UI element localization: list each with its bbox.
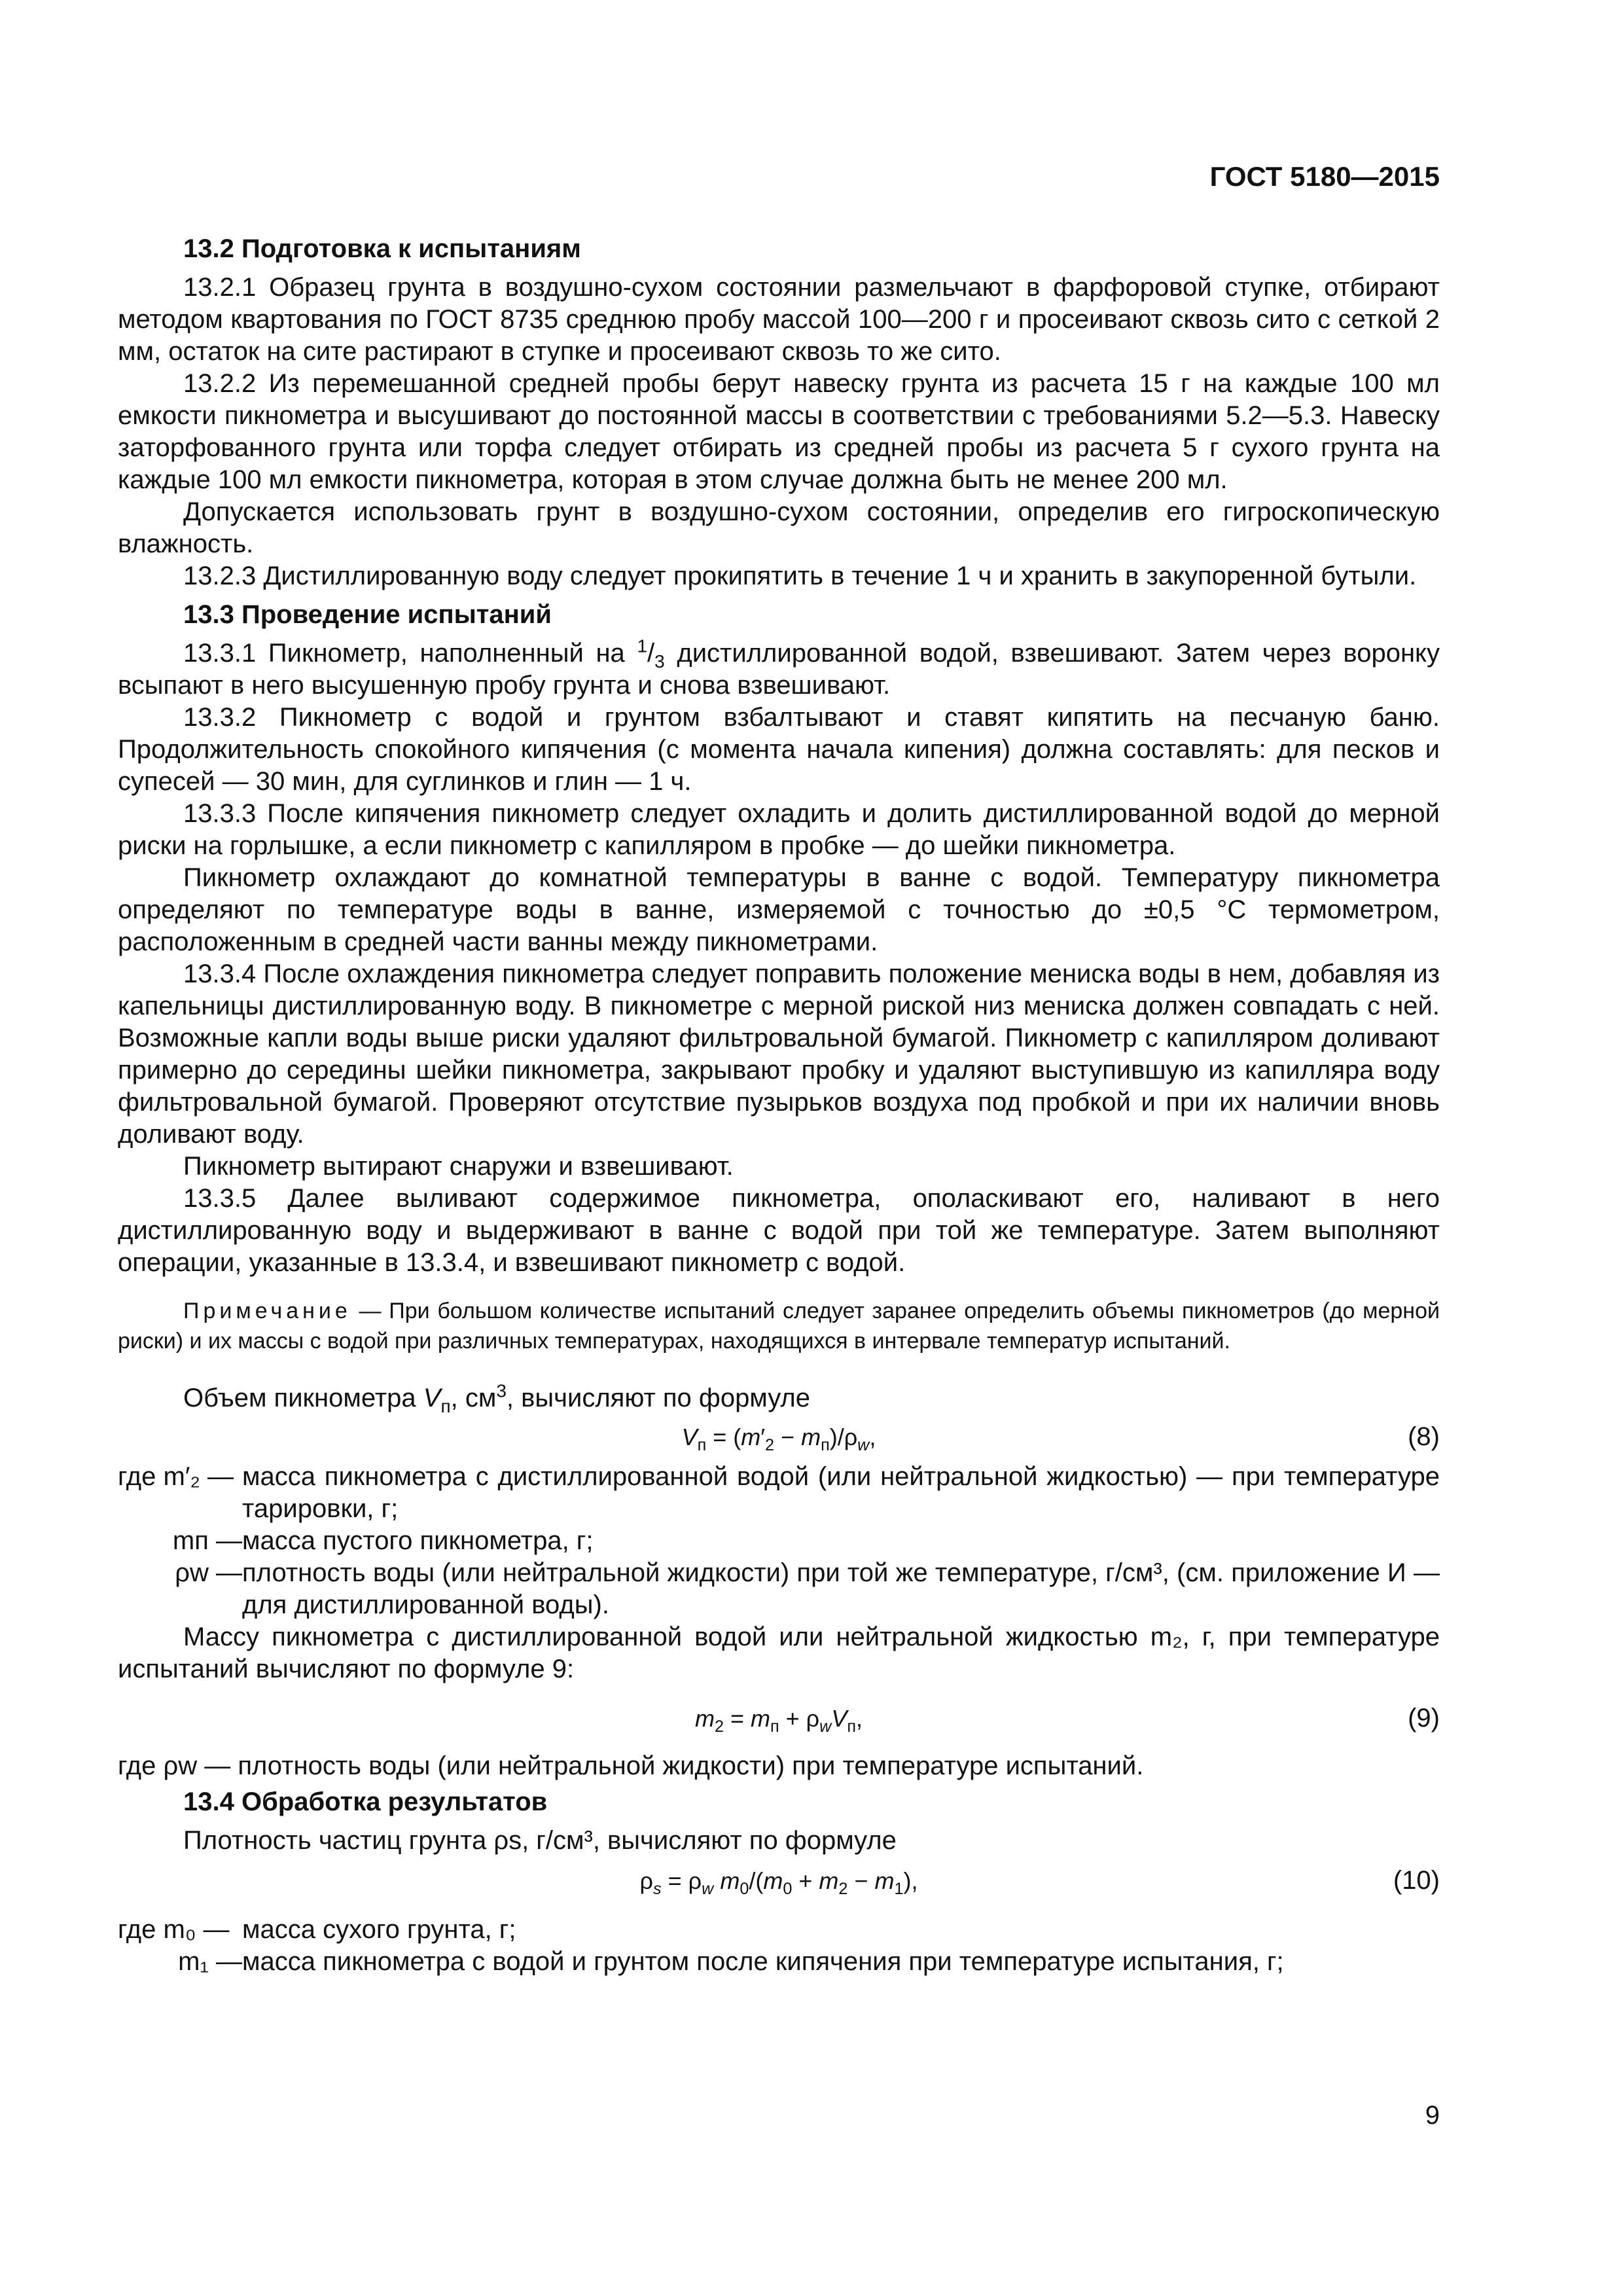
paragraph-13-2-3: 13.2.3 Дистиллированную воду следует прокипятить в течение 1 ч и хранить в закупоренной бутыли. xyxy=(183,562,1417,590)
section-13-2-heading: 13.2 Подготовка к испытаниям xyxy=(183,234,581,263)
paragraph-13-2-1: 13.2.1 Образец грунта в воздушно-сухом состоянии размельчают в фарфоровой ступке, отбирают методом квартования по ГОСТ 8735 среднюю пробу массой 100—200 г и просеивают сквозь сито с сеткой 2 мм, остаток на сите растирают в ступке и просеивают сквозь то же сито. xyxy=(118,273,1440,366)
document-page xyxy=(118,0,1440,2296)
formula-10 xyxy=(118,1865,1440,1897)
formula-10-expression: $\rho_s = \rho_w$ $m_0/(m_0 + m_2 - m_1)$, xyxy=(639,1867,918,1899)
formula-10-number: (10) xyxy=(1393,1866,1440,1895)
formula-9-expression: $m_2 = m_п + \rho_wV_п$, xyxy=(694,1705,863,1736)
paragraph-13-3-4: 13.3.4 После охлаждения пикнометра следует поправить положение мениска воды в нем, добавляя из капельницы дистиллированную воду. В пикнометре с мерной риской низ мениска должен совпадать с ней. Возможные капли воды выше риски удаляют фильтровальной бумагой. Пикнометр с капилляром доливают примерно до середины шейки пикнометра, закрывают пробку и удаляют выступившую из капилляра воду фильтровальной бумагой. Проверяют отсутствие пузырьков воздуха под пробкой и при их наличии вновь доливают воду. xyxy=(118,960,1440,1149)
density-intro: Плотность частиц грунта ρs, г/см³, вычисляют по формуле xyxy=(183,1826,897,1855)
page-number: 9 xyxy=(1425,2101,1440,2130)
note-label: Примечание xyxy=(183,1299,351,1323)
formula-8-number: (8) xyxy=(1408,1422,1440,1451)
definition-rho-w: ρw — плотность воды (или нейтральной жидкости) при той же температуре, г/см³, (см. приложение И — для дистиллированной воды). xyxy=(175,1558,1440,1619)
section-13-4-heading: 13.4 Обработка результатов xyxy=(183,1787,548,1816)
section-13-3-heading: 13.3 Проведение испытаний xyxy=(183,600,552,629)
paragraph-13-2-2: 13.2.2 Из перемешанной средней пробы берут навеску грунта из расчета 15 г на каждые 100 мл емкости пикнометра и высушивают до постоянной массы в соответствии с требованиями 5.2—5.3. Навеску заторфованного грунта или торфа следует отбирать из средней пробы из расчета 5 г сухого грунта на каждые 100 мл емкости пикнометра, которая в этом случае должна быть не менее 200 мл. xyxy=(118,369,1440,494)
document-code: ГОСТ 5180—2015 xyxy=(1209,161,1440,192)
paragraph-13-3-5: 13.3.5 Далее выливают содержимое пикнометра, ополаскивают его, наливают в него дистиллированную воду и выдерживают в ванне с водой при той же температуре. Затем выполняют операции, указанные в 13.3.4, и взвешивают пикнометр с водой. xyxy=(118,1184,1440,1277)
mass-intro: Массу пикнометра с дистиллированной водой или нейтральной жидкостью m₂, г, при температуре испытаний вычисляют по формуле 9: xyxy=(118,1623,1440,1683)
paragraph-13-3-2: 13.3.2 Пикнометр с водой и грунтом взбалтывают и ставят кипятить на песчаную баню. Продолжительность спокойного кипячения (с момента начала кипения) должна составлять: для песков и супесей — 30 мин, для суглинков и глин — 1 ч. xyxy=(118,703,1440,796)
paragraph-13-3-3: 13.3.3 После кипячения пикнометр следует охладить и долить дистиллированной водой до мерной риски на горлышке, а если пикнометр с капилляром в пробке — до шейки пикнометра. xyxy=(118,799,1440,860)
definition-rho-w-test: где ρw — плотность воды (или нейтральной жидкости) при температуре испытаний. xyxy=(118,1751,1144,1780)
note xyxy=(118,1296,1440,1356)
paragraph-wipe: Пикнометр вытирают снаружи и взвешивают. xyxy=(183,1152,734,1181)
definition-mp: mп — масса пустого пикнометра, г; xyxy=(172,1526,594,1555)
definition-m2-prime: где m′₂ — масса пикнометра с дистиллированной водой (или нейтральной жидкостью) — при температуре тарировки, г; xyxy=(118,1462,1440,1523)
definition-m0: где m₀ — масса сухого грунта, г; xyxy=(118,1915,516,1944)
definition-m1: m₁ — масса пикнометра с водой и грунтом после кипячения при температуре испытания, г; xyxy=(178,1947,1284,1976)
paragraph-hygroscopic: Допускается использовать грунт в воздушно-сухом состоянии, определив его гигроскопическую влажность. xyxy=(118,497,1440,558)
paragraph-cooling: Пикнометр охлаждают до комнатной температуры в ванне с водой. Температуру пикнометра определяют по температуре воды в ванне, измеряемой с точностью до ±0,5 °С термометром, расположенным в средней части ванны между пикнометрами. xyxy=(118,863,1440,956)
note-text: — При большом количестве испытаний следует заранее определить объемы пикнометров (до мерной риски) и их массы с водой при различных температурах, находящихся в интервале температур испытаний. xyxy=(118,1299,1440,1354)
formula-8 xyxy=(118,1421,1440,1453)
document-body xyxy=(118,230,1440,1978)
formula-8-expression: $V_п = (m'_2 - m_п)/\rho_w$, xyxy=(681,1424,876,1455)
volume-intro: Объем пикнометра $V_п$, $см^3$, вычисляют по формуле xyxy=(183,1380,810,1416)
paragraph-13-3-1: 13.3.1 Пикнометр, наполненный на $^1/_3$ дистиллированной водой, взвешивают. Затем через воронку всыпают в него высушенную пробу грунта и снова взвешивают. xyxy=(118,636,1440,700)
formula-9-number: (9) xyxy=(1408,1704,1440,1732)
formula-9 xyxy=(118,1702,1440,1734)
